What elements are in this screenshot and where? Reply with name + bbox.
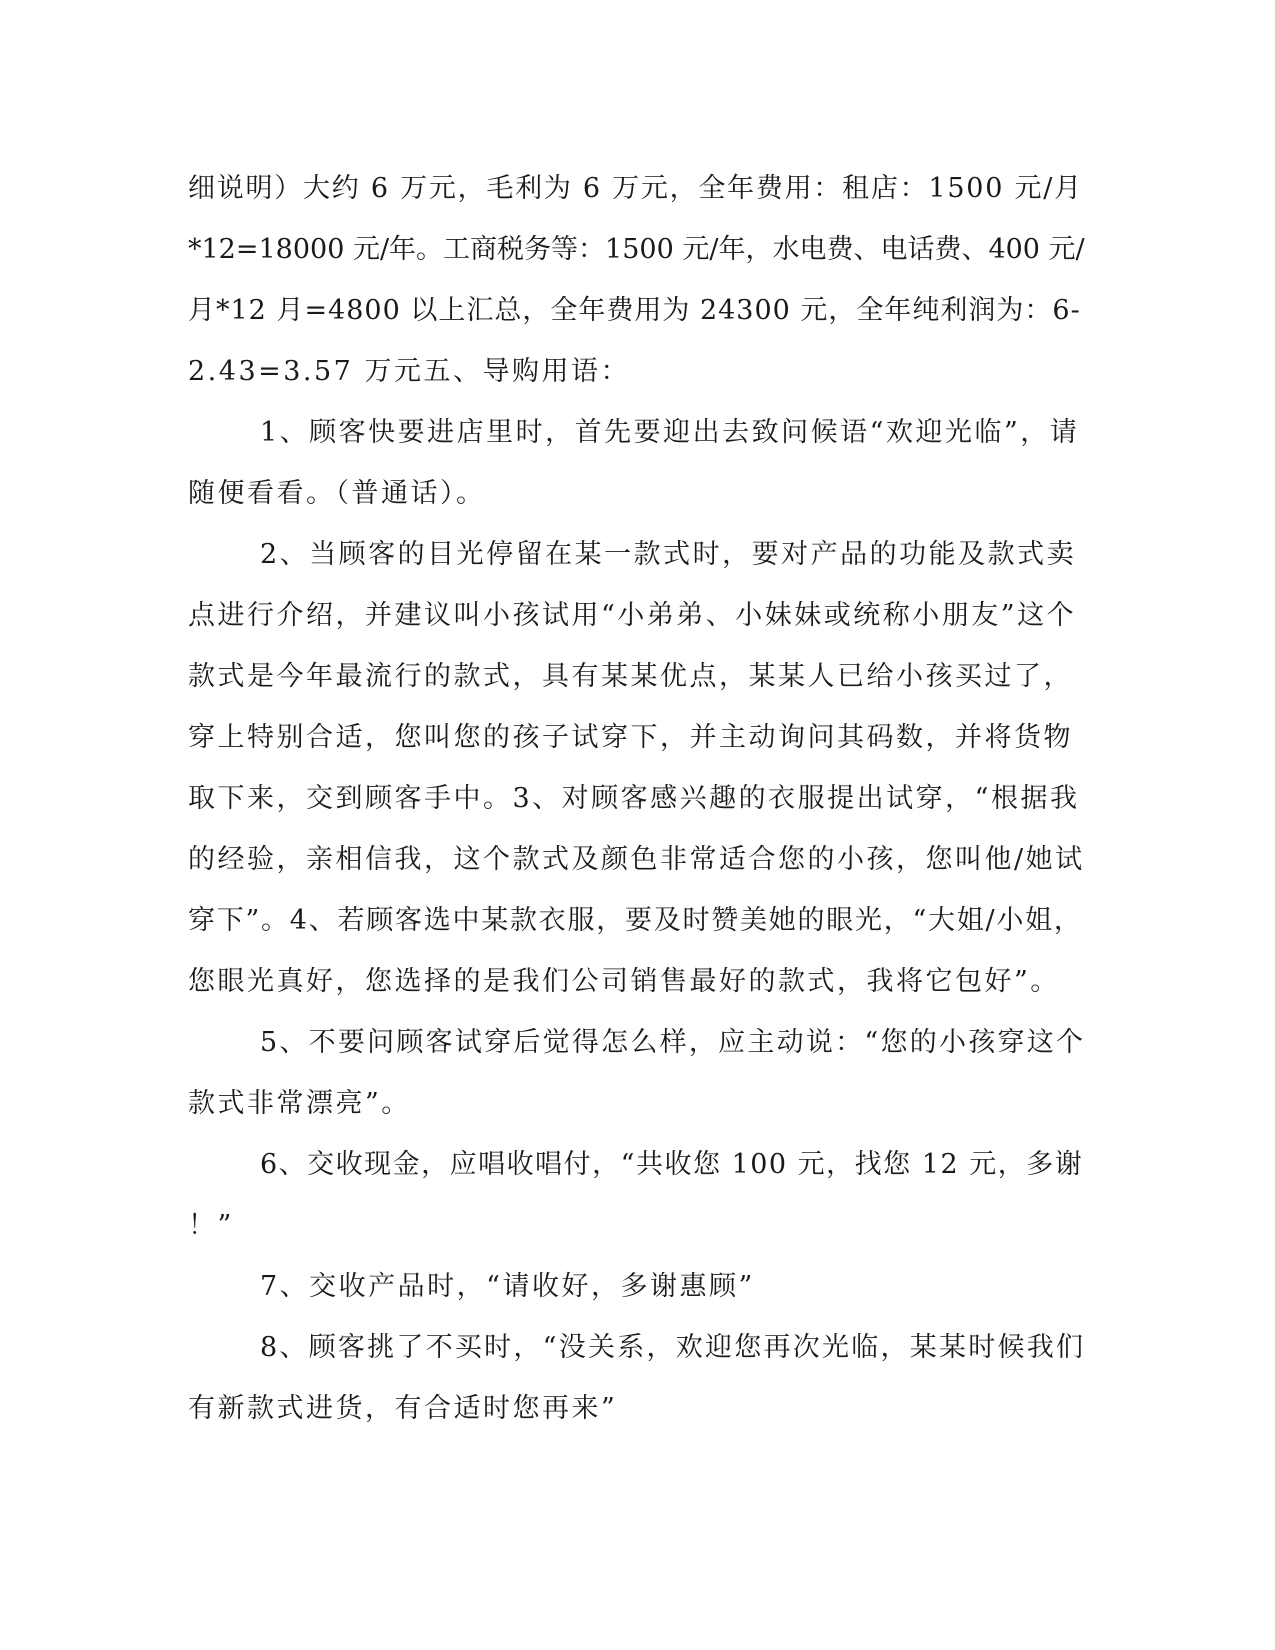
text-line: 8、顾客挑了不买时，“没关系，欢迎您再次光临，某某时候我们	[260, 1332, 1086, 1363]
text-line: 取下来，交到顾客手中。3、对顾客感兴趣的衣服提出试穿，“根据我	[188, 783, 1080, 814]
text-line: 7、交收产品时，“请收好，多谢惠顾”	[260, 1271, 755, 1302]
text-line: 您眼光真好，您选择的是我们公司销售最好的款式，我将它包好”。	[188, 966, 1060, 997]
text-line: 款式非常漂亮”。	[188, 1088, 411, 1119]
text-line: 穿下”。4、若顾客选中某款衣服，要及时赞美她的眼光，“大姐/小姐，	[188, 905, 1083, 936]
text-line: 5、不要问顾客试穿后觉得怎么样，应主动说：“您的小孩穿这个	[260, 1027, 1086, 1058]
text-line: ！”	[188, 1210, 234, 1241]
document-body	[188, 158, 1086, 1439]
text-line: 6、交收现金，应唱收唱付，“共收您 100 元，找您 12 元，多谢	[260, 1149, 1084, 1180]
text-line: 随便看看。（普通话）。	[188, 478, 486, 509]
text-line: *12=18000 元/年。工商税务等：1500 元/年，水电费、电话费、400 元/	[188, 234, 1085, 265]
text-line: 点进行介绍，并建议叫小孩试用“小弟弟、小妹妹或统称小朋友”这个	[188, 600, 1077, 631]
text-line: 细说明）大约 6 万元，毛利为 6 万元，全年费用：租店：1500 元/月	[188, 173, 1083, 204]
text-line: 的经验，亲相信我，这个款式及颜色非常适合您的小孩，您叫他/她试	[188, 844, 1085, 875]
text-line: 月*12 月=4800 以上汇总，全年费用为 24300 元，全年纯利润为：6-	[188, 295, 1081, 326]
text-line: 有新款式进货，有合适时您再来”	[188, 1393, 618, 1424]
text-line: 2.43=3.57 万元五、导购用语：	[188, 356, 630, 387]
text-line: 款式是今年最流行的款式，具有某某优点，某某人已给小孩买过了，	[188, 661, 1073, 692]
text-line: 2、当顾客的目光停留在某一款式时，要对产品的功能及款式卖	[260, 539, 1077, 570]
text-line: 穿上特别合适，您叫您的孩子试穿下，并主动询问其码数，并将货物	[188, 722, 1073, 753]
text-line: 1、顾客快要进店里时，首先要迎出去致问候语“欢迎光临”，请	[260, 417, 1080, 448]
